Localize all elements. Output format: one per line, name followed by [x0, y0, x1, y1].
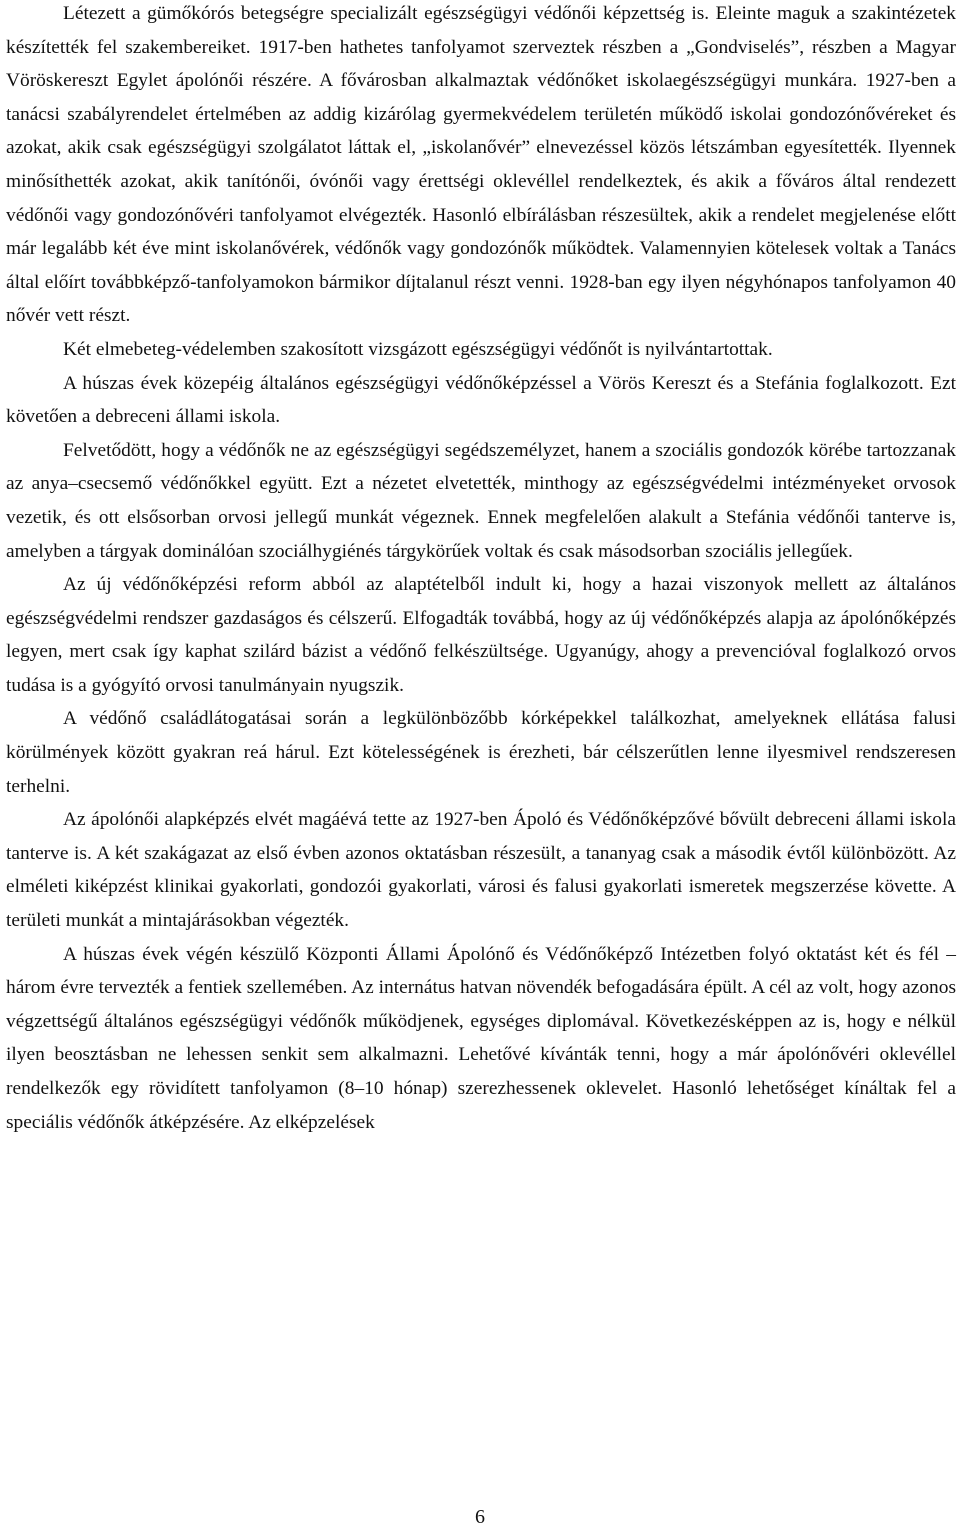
page-number: 6: [475, 1506, 485, 1528]
paragraph: Az új védőnőképzési reform abból az alaptételből indult ki, hogy a hazai viszonyok mellett az általános egészségvédelmi rendszer gazdaságos és célszerű. Elfogadták továbbá, hogy az új védőnőképzés alapja az ápolónőképzés legyen, mert csak így kaphat szilárd bázist a védőnő felkészültsége. Ugyanúgy, ahogy a prevencióval foglalkozó orvos tudása is a gyógyító orvosi tanulmányain nyugszik.: [6, 574, 956, 696]
paragraph: A húszas évek közepéig általános egészségügyi védőnőképzéssel a Vörös Kereszt és a Stefánia foglalkozott. Ezt követően a debreceni állami iskola.: [6, 372, 956, 428]
paragraph: Felvetődött, hogy a védőnők ne az egészségügyi segédszemélyzet, hanem a szociális gondozók körébe tartozzanak az anya–csecsemő védőnőkkel együtt. Ezt a nézetet elvetették, minthogy az egészségvédelmi intézményeket orvosok vezetik, és ott elsősorban orvosi jellegű munkát végeznek. Ennek megfelelően alakult a Stefánia védőnői tanterve is, amelyben a tárgyak dominálóan szociálhygiénés tárgykörűek voltak és csak másodsorban szociális jellegűek.: [6, 439, 956, 562]
paragraph: Létezett a gümőkórós betegségre specializált egészségügyi védőnői képzettség is. Eleinte maguk a szakintézetek készítették fel szakembereiket. 1917-ben hathetes tanfolyamot szerveztek részben a „Gondviselés”, részben a Magyar Vöröskereszt Egylet ápolónői részére. A fővárosban alkalmaztak védőnőket iskolaegészségügyi munkára. 1927-ben a tanácsi szabályrendelet értelmében az addig kizárólag gyermekvédelem területén működő iskolai gondozónővéreket és azokat, akik csak egészségügyi szolgálatot láttak el, „iskolanővér” elnevezéssel közös létszámban egyesítették. Ilyennek minősíthették azokat, akik tanítónői, óvónői vagy érettségi oklevéllel rendelkeztek, és akik a főváros által rendezett védőnői vagy gondozónővéri tanfolyamot elvégezték. Hasonló elbírálásban részesültek, akik a rendelet megjelenése előtt már legalább két éve mint iskolanővérek, védőnők vagy gondozónők működtek. Valamennyien kötelesek voltak a Tanács által előírt továbbképző-tanfolyamokon bármikor díjtalanul részt venni. 1928-ban egy ilyen négyhónapos tanfolyamon 40 nővér vett részt.: [6, 3, 956, 327]
paragraph: A húszas évek végén készülő Központi Állami Ápolónő és Védőnőképző Intézetben folyó oktatást két és fél – három évre tervezték a fentiek szellemében. Az internátus hatvan növendék befogadására épült. A cél az volt, hogy azonos végzettségű általános egészségügyi védőnők működjenek, egységes diplomával. Következésképpen az is, hogy e nélkül ilyen beosztásban ne lehessen senkit sem alkalmazni. Lehetővé kívánták tenni, hogy a már ápolónővéri oklevéllel rendelkezők egy rövidített tanfolyamon (8–10 hónap) szerezhessenek oklevelet. Hasonló lehetőséget kínáltak fel a speciális védőnők átképzésére. Az elképzelések: [6, 943, 956, 1133]
paragraph: Két elmebeteg-védelemben szakosított vizsgázott egészségügyi védőnőt is nyilvántartottak.: [63, 338, 773, 360]
paragraph: Az ápolónői alapképzés elvét magáévá tette az 1927-ben Ápoló és Védőnőképzővé bővült debreceni állami iskola tanterve is. A két szakágazat az első évben azonos oktatásban részesült, a tananyag csak a második évtől különbözött. Az elméleti kiképzést klinikai gyakorlati, gondozói gyakorlati, városi és falusi gyakorlati ismeretek megszerzése követte. A területi munkát a mintajárásokban végezték.: [6, 809, 956, 932]
paragraph: A védőnő családlátogatásai során a legkülönbözőbb kórképekkel találkozhat, amelyeknek ellátása falusi körülmények között gyakran reá hárul. Ezt kötelességének is érezheti, bár célszerűtlen lenne ilyesmivel rendszeresen terhelni.: [6, 708, 956, 797]
document-body: [6, 0, 956, 1139]
